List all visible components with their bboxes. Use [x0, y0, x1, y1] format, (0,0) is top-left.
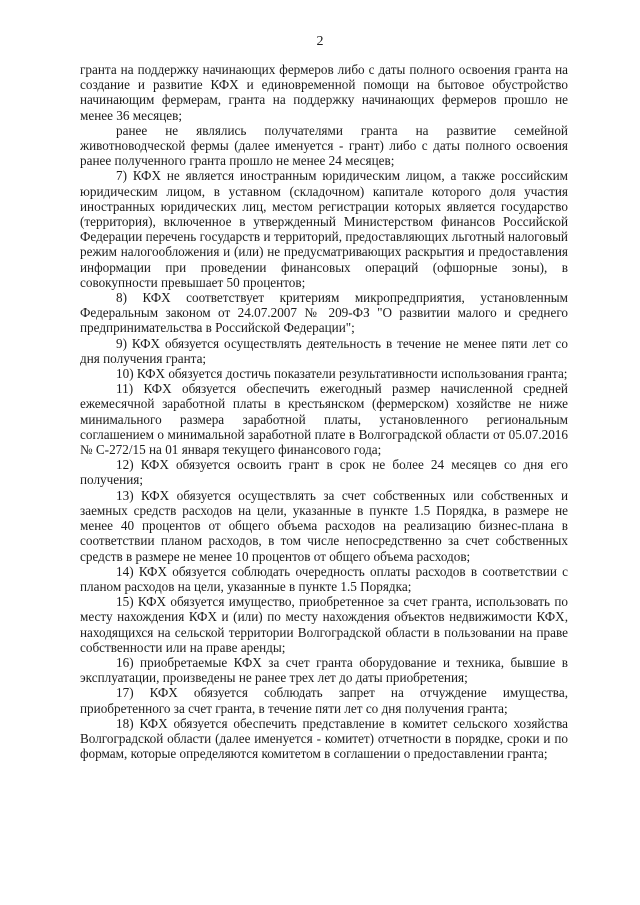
paragraph-item-17: 17) КФХ обязуется соблюдать запрет на отчуждение имущества, приобретенного за счет гранта, в течение пяти лет со дня получения гранта; [80, 685, 568, 716]
paragraph-item-15: 15) КФХ обязуется имущество, приобретенное за счет гранта, использовать по месту нахождения КФХ и (или) по месту нахождения объектов недвижимости КФХ, находящихся на сельской территории Волгоградской области в пользовании на праве собственности или на праве аренды; [80, 594, 568, 655]
paragraph-continuation: гранта на поддержку начинающих фермеров либо с даты полного освоения гранта на создание и развитие КФХ и единовременной помощи на бытовое обустройство начинающим фермерам, гранта на поддержку начинающих фермеров прошло не менее 36 месяцев; [80, 62, 568, 123]
paragraph-item-7: 7) КФХ не является иностранным юридическим лицом, а также российским юридическим лицом, в уставном (складочном) капитале которого доля участия иностранных юридических лиц, местом регистрации которых является государство (территория), включенное в утвержденный Министерством финансов Российской Федерации перечень государств и территорий, предоставляющих льготный налоговый режим налогообложения и (или) не предусматривающих раскрытия и предоставления информации при проведении финансовых операций (офшорные зоны), в совокупности превышает 50 процентов; [80, 168, 568, 290]
paragraph-item-13: 13) КФХ обязуется осуществлять за счет собственных или собственных и заемных средств расходов на цели, указанные в пункте 1.5 Порядка, в размере не менее 40 процентов от общего объема расходов на реализацию бизнес-плана в соответствии планом расходов, в том числе непосредственно за счет собственных средств в размере не менее 10 процентов от общего объема расходов; [80, 487, 568, 564]
page-number: 2 [316, 34, 324, 49]
document-body [80, 62, 568, 761]
paragraph-item-12: 12) КФХ обязуется освоить грант в срок не более 24 месяцев со дня его получения; [80, 457, 568, 488]
paragraph-item-8: 8) КФХ соответствует критериям микропредприятия, установленным Федеральным законом от 24.07.2007 № 209-ФЗ "О развитии малого и среднего предпринимательства в Российской Федерации"; [80, 290, 568, 336]
paragraph-item-9: 9) КФХ обязуется осуществлять деятельность в течение не менее пяти лет со дня получения гранта; [80, 335, 568, 366]
paragraph-item-16: 16) приобретаемые КФХ за счет гранта оборудование и техника, бывшие в эксплуатации, произведены не ранее трех лет до даты приобретения; [80, 654, 568, 686]
paragraph-item-14: 14) КФХ обязуется соблюдать очередность оплаты расходов в соответствии с планом расходов на цели, указанные в пункте 1.5 Порядка; [80, 563, 568, 594]
paragraph-grant-family-farm: ранее не являлись получателями гранта на развитие семейной животноводческой фермы (далее именуется - грант) либо с даты полного освоения ранее полученного гранта прошло не менее 24 месяцев; [80, 122, 568, 169]
paragraph-item-18: 18) КФХ обязуется обеспечить представление в комитет сельского хозяйства Волгоградской области (далее именуется - комитет) отчетности в порядке, сроки и по формам, которые определяются комитетом в соглашении о предоставлении гранта; [80, 715, 568, 762]
paragraph-item-10: 10) КФХ обязуется достичь показатели результативности использования гранта; [116, 366, 568, 382]
paragraph-item-11: 11) КФХ обязуется обеспечить ежегодный размер начисленной средней ежемесячной заработной платы в крестьянском (фермерском) хозяйстве не ниже минимального размера заработной платы, установленного региональным соглашением о минимальной заработной плате в Волгоградской области от 05.07.2016 № С-272/15 на 01 января текущего финансового года; [80, 381, 568, 458]
